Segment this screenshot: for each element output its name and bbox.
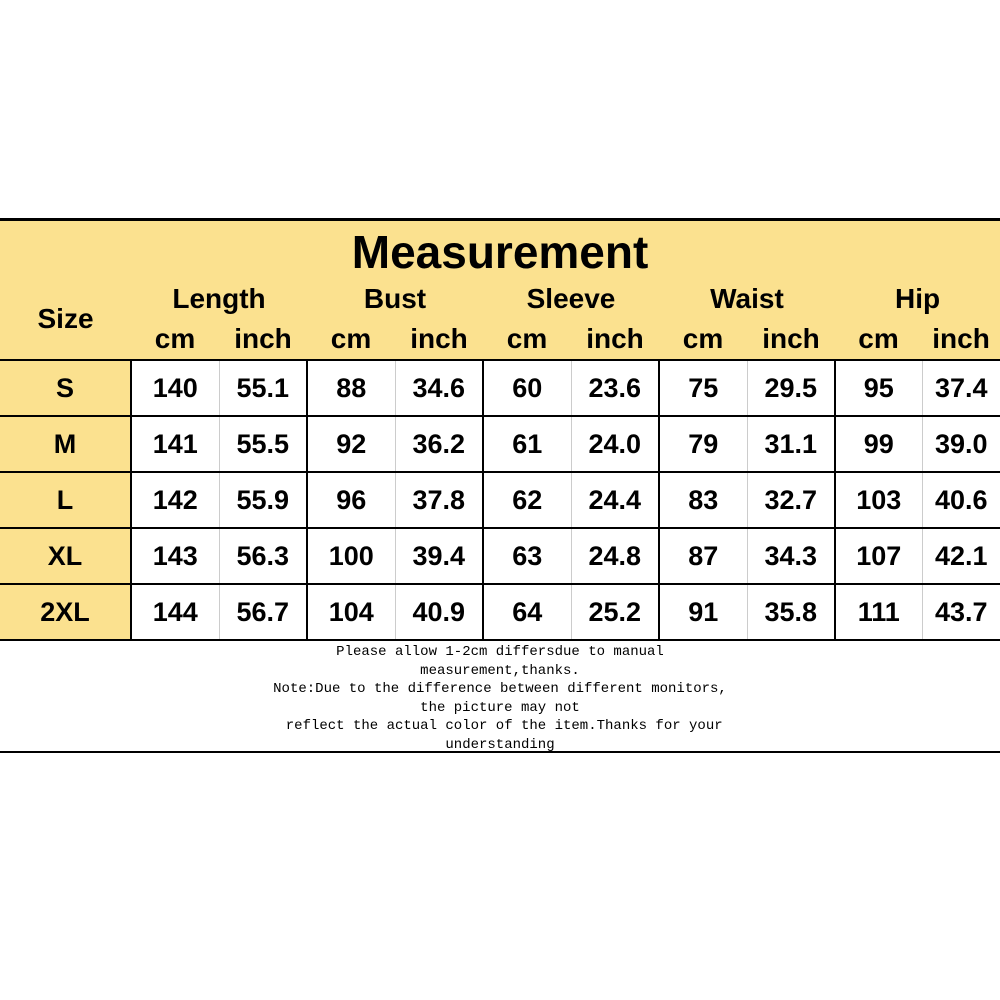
note-line: Note:Due to the difference between different monitors, [273, 681, 727, 697]
note-line: the picture may not [420, 699, 580, 716]
cm-value-cell: 64 [483, 584, 571, 640]
inch-value-cell: 37.8 [395, 472, 483, 528]
inch-value-cell: 40.9 [395, 584, 483, 640]
group-header-waist: Waist [659, 279, 835, 319]
table-row [0, 528, 1000, 584]
size-header: Size [0, 279, 131, 360]
inch-value-cell: 36.2 [395, 416, 483, 472]
chart-title: Measurement [0, 220, 1000, 280]
cm-value-cell: 111 [835, 584, 922, 640]
size-chart [0, 218, 1000, 641]
inch-value-cell: 55.9 [219, 472, 307, 528]
cm-value-cell: 141 [131, 416, 219, 472]
unit-header-cm: cm [659, 319, 747, 360]
group-header-bust: Bust [307, 279, 483, 319]
group-header-length: Length [131, 279, 307, 319]
cm-value-cell: 107 [835, 528, 922, 584]
inch-value-cell: 56.7 [219, 584, 307, 640]
inch-value-cell: 32.7 [747, 472, 835, 528]
cm-value-cell: 96 [307, 472, 395, 528]
unit-header-cm: cm [131, 319, 219, 360]
cm-value-cell: 95 [835, 360, 922, 416]
cm-value-cell: 142 [131, 472, 219, 528]
cm-value-cell: 63 [483, 528, 571, 584]
disclaimer-notes [0, 643, 1000, 753]
size-cell: S [0, 360, 131, 416]
cm-value-cell: 143 [131, 528, 219, 584]
note-line: measurement,thanks. [420, 662, 580, 679]
inch-value-cell: 56.3 [219, 528, 307, 584]
table-row [0, 584, 1000, 640]
size-cell: XL [0, 528, 131, 584]
inch-value-cell: 24.8 [571, 528, 659, 584]
group-header-sleeve: Sleeve [483, 279, 659, 319]
inch-value-cell: 24.0 [571, 416, 659, 472]
unit-header-inch: inch [747, 319, 835, 360]
cm-value-cell: 104 [307, 584, 395, 640]
note-line: Please allow 1-2cm differsdue to manual [336, 644, 664, 660]
inch-value-cell: 25.2 [571, 584, 659, 640]
note-line: reflect the actual color of the item.Thanks for your [277, 718, 723, 734]
cm-value-cell: 99 [835, 416, 922, 472]
inch-value-cell: 23.6 [571, 360, 659, 416]
cm-value-cell: 75 [659, 360, 747, 416]
cm-value-cell: 140 [131, 360, 219, 416]
unit-header-cm: cm [835, 319, 922, 360]
size-table [0, 218, 1000, 641]
cm-value-cell: 100 [307, 528, 395, 584]
inch-value-cell: 42.1 [922, 528, 1000, 584]
inch-value-cell: 55.5 [219, 416, 307, 472]
group-header-hip: Hip [835, 279, 1000, 319]
size-cell: L [0, 472, 131, 528]
cm-value-cell: 92 [307, 416, 395, 472]
cm-value-cell: 61 [483, 416, 571, 472]
cm-value-cell: 88 [307, 360, 395, 416]
inch-value-cell: 34.6 [395, 360, 483, 416]
note-line: understanding [445, 736, 555, 753]
inch-value-cell: 34.3 [747, 528, 835, 584]
inch-value-cell: 40.6 [922, 472, 1000, 528]
unit-header-inch: inch [395, 319, 483, 360]
unit-header-inch: inch [571, 319, 659, 360]
cm-value-cell: 62 [483, 472, 571, 528]
table-row [0, 472, 1000, 528]
cm-value-cell: 83 [659, 472, 747, 528]
table-row [0, 360, 1000, 416]
table-row [0, 416, 1000, 472]
inch-value-cell: 39.0 [922, 416, 1000, 472]
inch-value-cell: 37.4 [922, 360, 1000, 416]
inch-value-cell: 29.5 [747, 360, 835, 416]
size-cell: M [0, 416, 131, 472]
cm-value-cell: 87 [659, 528, 747, 584]
cm-value-cell: 79 [659, 416, 747, 472]
inch-value-cell: 43.7 [922, 584, 1000, 640]
unit-header-inch: inch [922, 319, 1000, 360]
cm-value-cell: 144 [131, 584, 219, 640]
inch-value-cell: 39.4 [395, 528, 483, 584]
cm-value-cell: 91 [659, 584, 747, 640]
size-cell: 2XL [0, 584, 131, 640]
cm-value-cell: 103 [835, 472, 922, 528]
unit-header-cm: cm [307, 319, 395, 360]
inch-value-cell: 31.1 [747, 416, 835, 472]
inch-value-cell: 24.4 [571, 472, 659, 528]
cm-value-cell: 60 [483, 360, 571, 416]
unit-header-cm: cm [483, 319, 571, 360]
inch-value-cell: 35.8 [747, 584, 835, 640]
inch-value-cell: 55.1 [219, 360, 307, 416]
unit-header-inch: inch [219, 319, 307, 360]
